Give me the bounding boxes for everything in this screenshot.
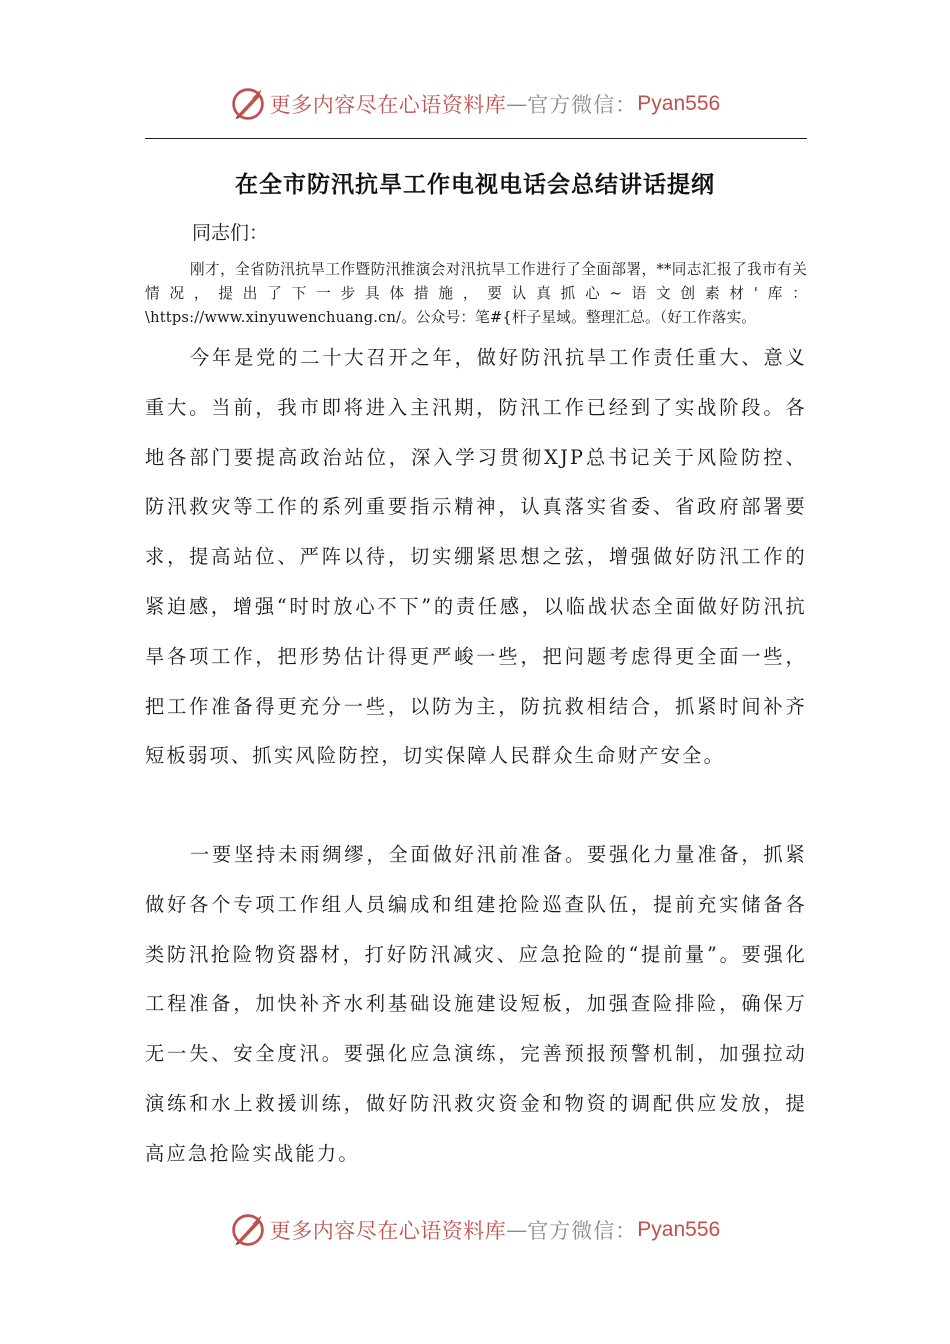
footer-banner-separator: — [506,1218,528,1242]
document-title: 在全市防汛抗旱工作电视电话会总结讲话提纲 [235,172,715,198]
header-divider [145,138,807,139]
body-paragraph-2: 一要坚持未雨绸缪，全面做好汛前准备。要强化力量准备，抓紧做好各个专项工作组人员编成和组建抢险巡查队伍，提前充实储备各类防汛抢险物资器材，打好防汛减灾、应急抢险的“提前量”。要强化工程准备，加快补齐水利基础设施建设短板，加强查险排险，确保万无一失、安全度汛。要强化应急演练，完善预报预警机制，加强拉动演练和水上救援训练，做好防汛救灾资金和物资的调配供应发放，提高应急抢险实战能力。 [145,843,807,1165]
banner-wechat-label: 官方微信： [527,93,638,117]
header-banner [0,82,950,126]
banner-separator: — [506,92,528,116]
salutation: 同志们： [192,222,269,244]
footer-banner-wechat-id: Pyan556 [637,1218,721,1241]
footer-banner-wechat-label: 官方微信： [527,1219,638,1243]
footer-banner-slogan: 更多内容尽在心语资料库 [269,1219,507,1243]
quill-pen-logo-icon [230,1212,266,1248]
quill-pen-logo-icon [230,86,266,122]
intro-paragraph: 刚才，全省防汛抗旱工作暨防汛推演会对汛抗旱工作进行了全面部署，**同志汇报了我市有关情况，提出了下一步具体措施，要认真抓心~语文创素材'库：\https://www.xinyuwenchuang.cn/。公众号：笔#{杆子星域。整理汇总。（好工作落实。 [145,261,807,326]
banner-wechat-id: Pyan556 [637,92,721,115]
body-paragraph-1: 今年是党的二十大召开之年，做好防汛抗旱工作责任重大、意义重大。当前，我市即将进入主汛期，防汛工作已经到了实战阶段。各地各部门要提高政治站位，深入学习贯彻XJP总书记关于风险防控、防汛救灾等工作的系列重要指示精神，认真落实省委、省政府部署要求，提高站位、严阵以待，切实绷紧思想之弦，增强做好防汛工作的紧迫感，增强“时时放心不下”的责任感，以临战状态全面做好防汛抗旱各项工作，把形势估计得更严峻一些，把问题考虑得更全面一些，把工作准备得更充分一些，以防为主，防抗救相结合，抓紧时间补齐短板弱项、抓实风险防控，切实保障人民群众生命财产安全。 [145,346,807,768]
footer-banner [0,1208,950,1252]
banner-slogan: 更多内容尽在心语资料库 [269,93,507,117]
